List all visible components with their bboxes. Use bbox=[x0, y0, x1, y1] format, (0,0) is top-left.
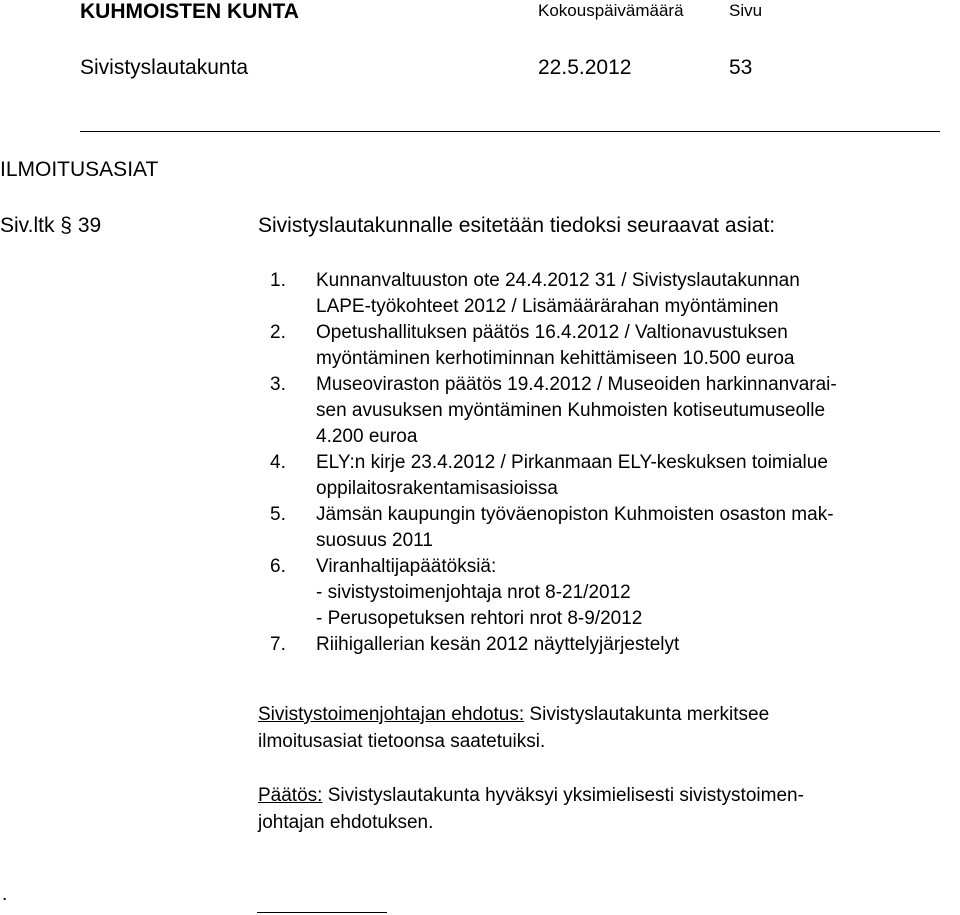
list-item-line: LAPE-työkohteet 2012 / Lisämäärärahan myöntäminen bbox=[316, 296, 779, 317]
list-item-line: sen avusuksen myöntäminen Kuhmoisten kotiseutumuseolle bbox=[316, 400, 826, 421]
section-symbol: § bbox=[60, 214, 72, 237]
list-item-line: Viranhaltijapäätöksiä: bbox=[316, 556, 497, 577]
list-item-number: 3. bbox=[270, 374, 286, 395]
list-item-number: 6. bbox=[270, 556, 286, 577]
list-item-line: oppilaitosrakentamisasioissa bbox=[316, 478, 558, 499]
list-item-number: 4. bbox=[270, 452, 286, 473]
decision-text-line2: johtajan ehdotuksen. bbox=[258, 812, 434, 833]
intro-text: Sivistyslautakunnalle esitetään tiedoksi seuraavat asiat: bbox=[258, 214, 776, 237]
paragraph-number: 39 bbox=[77, 214, 102, 237]
list-item-number: 5. bbox=[270, 504, 286, 525]
list-item bbox=[270, 502, 960, 554]
proposal-text-line2: ilmoitusasiat tietoonsa saatetuiksi. bbox=[258, 731, 546, 752]
section-title: ILMOITUSASIAT bbox=[0, 158, 159, 181]
list-item-line: 4.200 euroa bbox=[316, 426, 418, 447]
list-item-line: suosuus 2011 bbox=[316, 530, 433, 551]
meeting-date: 22.5.2012 bbox=[538, 56, 632, 79]
decision-text: Sivistyslautakunta hyväksyi yksimielisesti sivistystoimen- bbox=[322, 785, 804, 806]
meeting-date-label: Kokouspäivämäärä bbox=[538, 1, 684, 20]
header-rule bbox=[80, 131, 940, 132]
proposal-paragraph bbox=[258, 701, 769, 755]
list-item-line: - Perusopetuksen rehtori nrot 8-9/2012 bbox=[316, 608, 643, 629]
footer-signature-line bbox=[257, 912, 387, 913]
list-item-text bbox=[316, 502, 960, 554]
list-item-line: Museoviraston päätös 19.4.2012 / Museoiden harkinnanvarai- bbox=[316, 374, 837, 395]
decision-label: Päätös: bbox=[258, 785, 323, 806]
list-item-line: Opetushallituksen päätös 16.4.2012 / Valtionavustuksen bbox=[316, 322, 788, 343]
proposal-label: Sivistystoimenjohtajan ehdotus: bbox=[258, 704, 525, 725]
list-item bbox=[270, 320, 960, 372]
notice-list bbox=[270, 268, 960, 658]
list-item-line: - sivistystoimenjohtaja nrot 8-21/2012 bbox=[316, 582, 631, 603]
list-item-line: Kunnanvaltuuston ote 24.4.2012 31 / Sivistyslautakunnan bbox=[316, 270, 800, 291]
paragraph-ref: Siv.ltk bbox=[0, 214, 55, 237]
page-number: 53 bbox=[729, 56, 753, 79]
list-item-number: 1. bbox=[270, 270, 286, 291]
committee-name: Sivistyslautakunta bbox=[80, 56, 249, 79]
list-item-text bbox=[316, 320, 960, 372]
list-item-number: 2. bbox=[270, 322, 286, 343]
list-item-text bbox=[316, 268, 960, 320]
proposal-text: Sivistyslautakunta merkitsee bbox=[524, 704, 770, 725]
list-item-line: ELY:n kirje 23.4.2012 / Pirkanmaan ELY-keskuksen toimialue bbox=[316, 452, 828, 473]
list-item bbox=[270, 450, 960, 502]
list-item-text bbox=[316, 372, 960, 450]
list-item bbox=[270, 632, 960, 658]
list-item-text bbox=[316, 450, 960, 502]
paragraph-reference bbox=[0, 214, 101, 238]
organization-name: KUHMOISTEN KUNTA bbox=[80, 0, 299, 23]
list-item bbox=[270, 372, 960, 450]
list-item bbox=[270, 268, 960, 320]
list-item bbox=[270, 554, 960, 632]
list-item-text bbox=[316, 632, 960, 658]
list-item-line: Riihigallerian kesän 2012 näyttelyjärjestelyt bbox=[316, 634, 680, 655]
list-item-text bbox=[316, 554, 960, 632]
list-item-line: Jämsän kaupungin työväenopiston Kuhmoisten osaston mak- bbox=[316, 504, 834, 525]
page-label: Sivu bbox=[729, 1, 763, 20]
decision-paragraph bbox=[258, 782, 804, 836]
footer-dot: . bbox=[2, 884, 8, 905]
list-item-number: 7. bbox=[270, 634, 286, 655]
list-item-line: myöntäminen kerhotiminnan kehittämiseen 10.500 euroa bbox=[316, 348, 795, 369]
